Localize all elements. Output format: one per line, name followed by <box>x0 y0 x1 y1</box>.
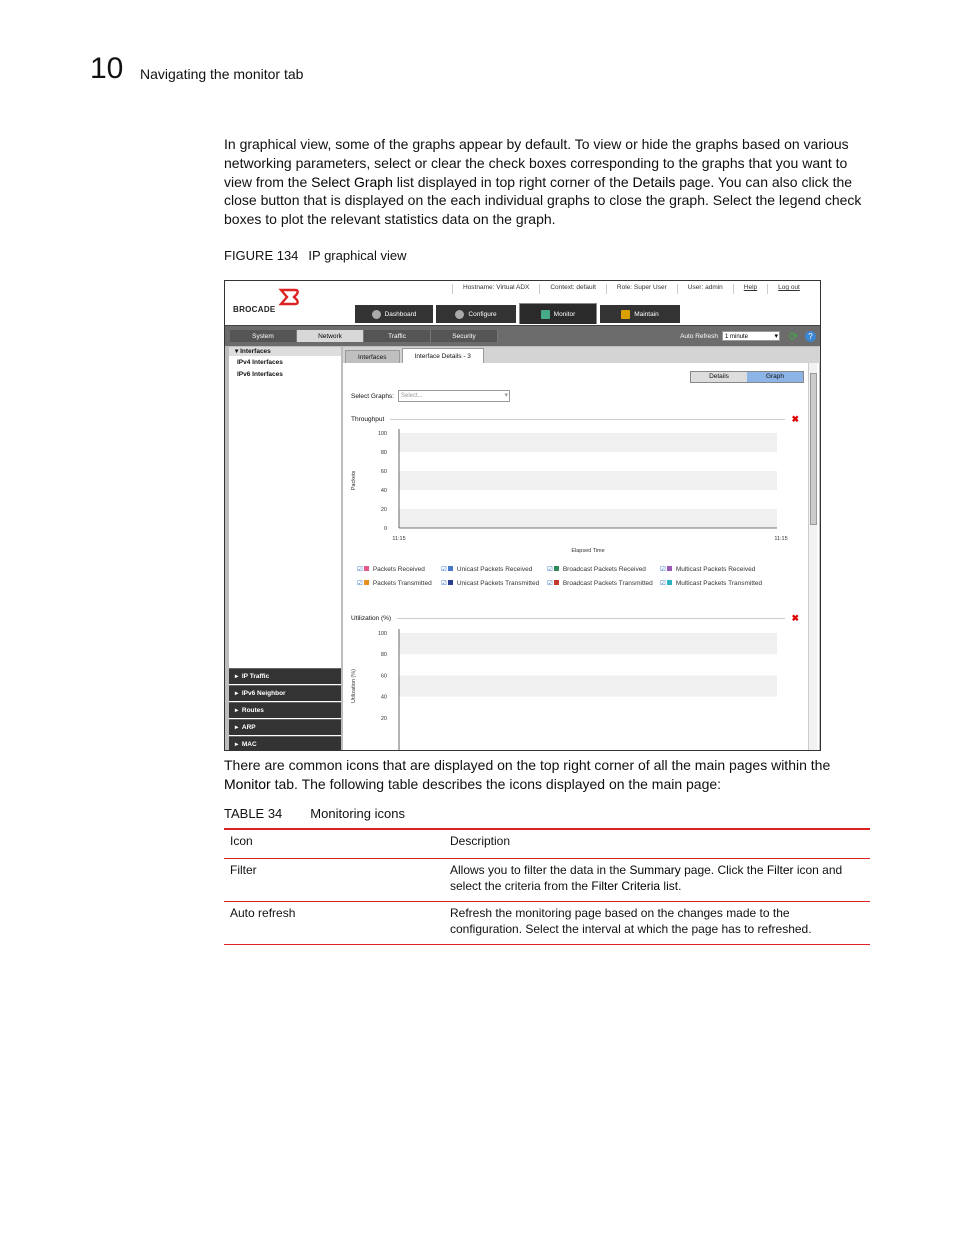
desc-bold: Filter Criteria <box>591 879 661 893</box>
subtab-security[interactable]: Security <box>431 330 498 342</box>
y-tick-label: 60 <box>380 673 387 680</box>
sidebar-head-label: Interfaces <box>240 348 271 355</box>
throughput-legend <box>357 565 770 587</box>
table-title: Monitoring icons <box>310 806 405 821</box>
wrench-icon <box>621 310 630 319</box>
sidebar-item-mac[interactable]: ▸ MAC <box>229 736 341 751</box>
grid-band <box>399 633 777 654</box>
select-graphs-dropdown[interactable]: Select... ▾ <box>398 390 510 402</box>
intro-text: list displayed in top right corner of the <box>392 173 633 190</box>
sidebar-label: IPv6 Neighbor <box>241 690 286 697</box>
grid-band <box>399 509 777 528</box>
brand-name: BROCADE <box>233 305 276 314</box>
y-tick-label: 80 <box>380 450 387 456</box>
row-description: Refresh the monitoring page based on the changes made to the configuration. Select the interval at which the page has to refreshed. <box>444 902 870 945</box>
sidebar-item-routes[interactable]: ▸ Routes <box>229 702 341 718</box>
sidebar-item-ipv6[interactable]: IPv6 Interfaces <box>237 371 283 378</box>
hostname-label: Hostname: Virtual ADX <box>452 284 539 294</box>
tab-label: Dashboard <box>384 310 417 318</box>
legend-label: Broadcast Packets Transmitted <box>562 580 653 587</box>
sub-navigation <box>225 325 820 346</box>
sidebar-item-arp[interactable]: ▸ ARP <box>229 719 341 735</box>
auto-refresh-select[interactable]: 1 minute ▾ <box>722 331 780 341</box>
header-icon: Icon <box>224 829 444 859</box>
y-tick-label: 40 <box>380 694 387 701</box>
auto-refresh-label: Auto Refresh <box>680 332 718 340</box>
table-row <box>224 859 870 902</box>
x-tick-label: 11:15 <box>392 536 406 542</box>
chapter-title: Navigating the monitor tab <box>140 66 304 82</box>
x-tick-label: 11:15 <box>774 536 788 542</box>
legend-label: Unicast Packets Received <box>456 566 533 573</box>
throughput-title: Throughput <box>351 416 385 423</box>
table-caption <box>224 806 405 821</box>
header-description: Description <box>444 829 870 859</box>
utilization-title: Utilization (%) <box>351 615 392 622</box>
row-icon: Filter <box>224 859 444 902</box>
main-panel <box>343 347 819 751</box>
main-tabs <box>355 305 680 324</box>
throughput-chart <box>349 425 799 553</box>
legend-multicast-transmitted[interactable]: ☑ Multicast Packets Transmitted <box>660 580 763 587</box>
utilization-chart <box>349 623 799 751</box>
y-tick-label: 80 <box>380 652 387 659</box>
legend-multicast-received[interactable]: ☑ Multicast Packets Received <box>660 566 756 573</box>
x-axis-label: Elapsed Time <box>571 548 605 553</box>
panel-tabs <box>343 347 821 363</box>
desc-text: page. Click the <box>680 863 767 877</box>
sidebar-label: MAC <box>241 741 257 748</box>
desc-text: icon and select the criteria from the <box>450 863 843 893</box>
view-toggle <box>690 371 804 383</box>
sidebar-section-interfaces[interactable]: ▾ Interfaces <box>229 347 341 356</box>
sidebar-label: ARP <box>241 724 256 731</box>
close-icon[interactable]: ✖ <box>791 414 799 424</box>
y-tick-label: 0 <box>383 526 387 532</box>
subtab-system[interactable]: System <box>230 330 297 342</box>
tab-interfaces[interactable]: Interfaces <box>345 350 400 363</box>
scrollbar-thumb[interactable] <box>810 373 817 525</box>
select-graphs <box>351 390 510 402</box>
monitor-icon <box>541 310 550 319</box>
context-label: Context: default <box>539 284 606 294</box>
y-axis-label: Utilization (%) <box>351 669 357 703</box>
legend-packets-transmitted[interactable]: ☑ Packets Transmitted <box>357 580 432 587</box>
details-toggle-button[interactable]: Details <box>691 372 747 382</box>
row-description <box>444 859 870 902</box>
desc-text: list. <box>660 879 682 893</box>
intro-paragraph <box>224 135 872 229</box>
gear-icon <box>455 310 464 319</box>
role-label: Role: Super User <box>606 284 677 294</box>
legend-unicast-transmitted[interactable]: ☑ Unicast Packets Transmitted <box>441 580 540 587</box>
app-header <box>225 281 820 325</box>
select-graphs-label: Select Graphs: <box>351 392 394 400</box>
monitoring-icons-table <box>224 828 870 945</box>
y-tick-label: 100 <box>377 431 387 437</box>
figure-label: FIGURE 134 <box>224 248 299 263</box>
screenshot-figure <box>224 280 821 751</box>
intro-bold-select-graph: Select Graph <box>311 173 393 190</box>
tab-interface-details[interactable]: Interface Details - 3 <box>402 348 484 363</box>
legend-label: Broadcast Packets Received <box>562 566 646 573</box>
chapter-number: 10 <box>90 52 124 85</box>
y-tick-label: 20 <box>380 715 387 722</box>
legend-broadcast-transmitted[interactable]: ☑ Broadcast Packets Transmitted <box>547 580 653 587</box>
tab-label: Monitor <box>553 310 576 318</box>
sidebar-item-ip-traffic[interactable]: ▸ IP Traffic <box>229 668 341 684</box>
table-label: TABLE 34 <box>224 806 283 821</box>
auto-refresh <box>680 331 780 341</box>
table-row <box>224 902 870 945</box>
tab-maintain[interactable] <box>600 305 680 323</box>
content-area <box>225 346 820 751</box>
row-icon: Auto refresh <box>224 902 444 945</box>
sidebar-label: Routes <box>241 707 264 714</box>
grid-band <box>399 675 777 696</box>
tab-label: Configure <box>468 310 497 318</box>
legend-unicast-received[interactable]: ☑ Unicast Packets Received <box>441 566 533 573</box>
desc-text: Allows you to filter the data in the <box>450 863 630 877</box>
legend-label: Unicast Packets Transmitted <box>456 580 540 587</box>
user-label: User: admin <box>677 284 733 294</box>
help-icon[interactable]: ? <box>805 331 816 342</box>
sidebar-label: IP Traffic <box>241 673 270 680</box>
info-bar <box>452 284 810 294</box>
logout-link[interactable]: Log out <box>767 284 810 294</box>
y-tick-label: 40 <box>380 488 387 494</box>
help-link[interactable]: Help <box>733 284 767 294</box>
sidebar-item-ipv6-neighbor[interactable]: ▸ IPv6 Neighbor <box>229 685 341 701</box>
intro-bold-details: Details <box>632 173 676 190</box>
y-axis-label: Packets <box>351 470 357 491</box>
desc-bold: Summary <box>629 863 681 877</box>
tab-label: Maintain <box>634 310 659 318</box>
intro-text: In graphical view, some of the graphs appear by default. To view or hide the graphs based on various networking parameters, select or clear the check boxes corresponding to the graphs that you want to view from the <box>224 136 849 190</box>
grid-band <box>399 471 777 490</box>
legend-packets-received[interactable]: ☑ Packets Received <box>357 566 425 573</box>
after-text: There are common icons that are displayed on the top right corner of all the main pages within the <box>224 757 831 773</box>
scrollbar[interactable] <box>808 363 817 751</box>
throughput-header <box>351 414 799 425</box>
y-tick-label: 100 <box>377 631 387 637</box>
grid-band <box>399 433 777 452</box>
tab-configure[interactable] <box>436 305 516 323</box>
sidebar-item-ipv4[interactable]: IPv4 Interfaces <box>237 359 283 366</box>
dashboard-icon <box>372 310 381 319</box>
sidebar <box>229 347 341 751</box>
intro-text: page. You can also click the close button that is displayed on the each individual graphs to close the graph. Select the legend check boxes to plot the relevant statistics data on the graph. <box>224 173 862 228</box>
y-tick-label: 20 <box>380 507 387 513</box>
after-bold-monitor: Monitor <box>224 775 271 792</box>
y-tick-label: 60 <box>380 469 387 475</box>
graph-toggle-button[interactable]: Graph <box>747 372 803 382</box>
subtab-traffic[interactable]: Traffic <box>364 330 431 342</box>
legend-label: Packets Received <box>372 566 425 573</box>
close-icon[interactable]: ✖ <box>791 613 799 623</box>
refresh-icon[interactable]: ⟳ <box>788 331 798 343</box>
table-header-row <box>224 829 870 859</box>
tab-dashboard[interactable] <box>355 305 433 323</box>
tab-monitor[interactable] <box>519 303 597 324</box>
legend-label: Multicast Packets Received <box>675 566 756 573</box>
after-text: tab. The following table describes the icons displayed on the main page: <box>270 775 722 792</box>
desc-bold: Filter <box>766 863 794 877</box>
legend-label: Multicast Packets Transmitted <box>675 580 763 587</box>
figure-title: IP graphical view <box>308 248 407 263</box>
legend-broadcast-received[interactable]: ☑ Broadcast Packets Received <box>547 566 646 573</box>
after-paragraph <box>224 756 872 794</box>
legend-label: Packets Transmitted <box>372 580 432 587</box>
figure-caption <box>224 248 416 263</box>
subtab-network[interactable]: Network <box>297 330 364 342</box>
